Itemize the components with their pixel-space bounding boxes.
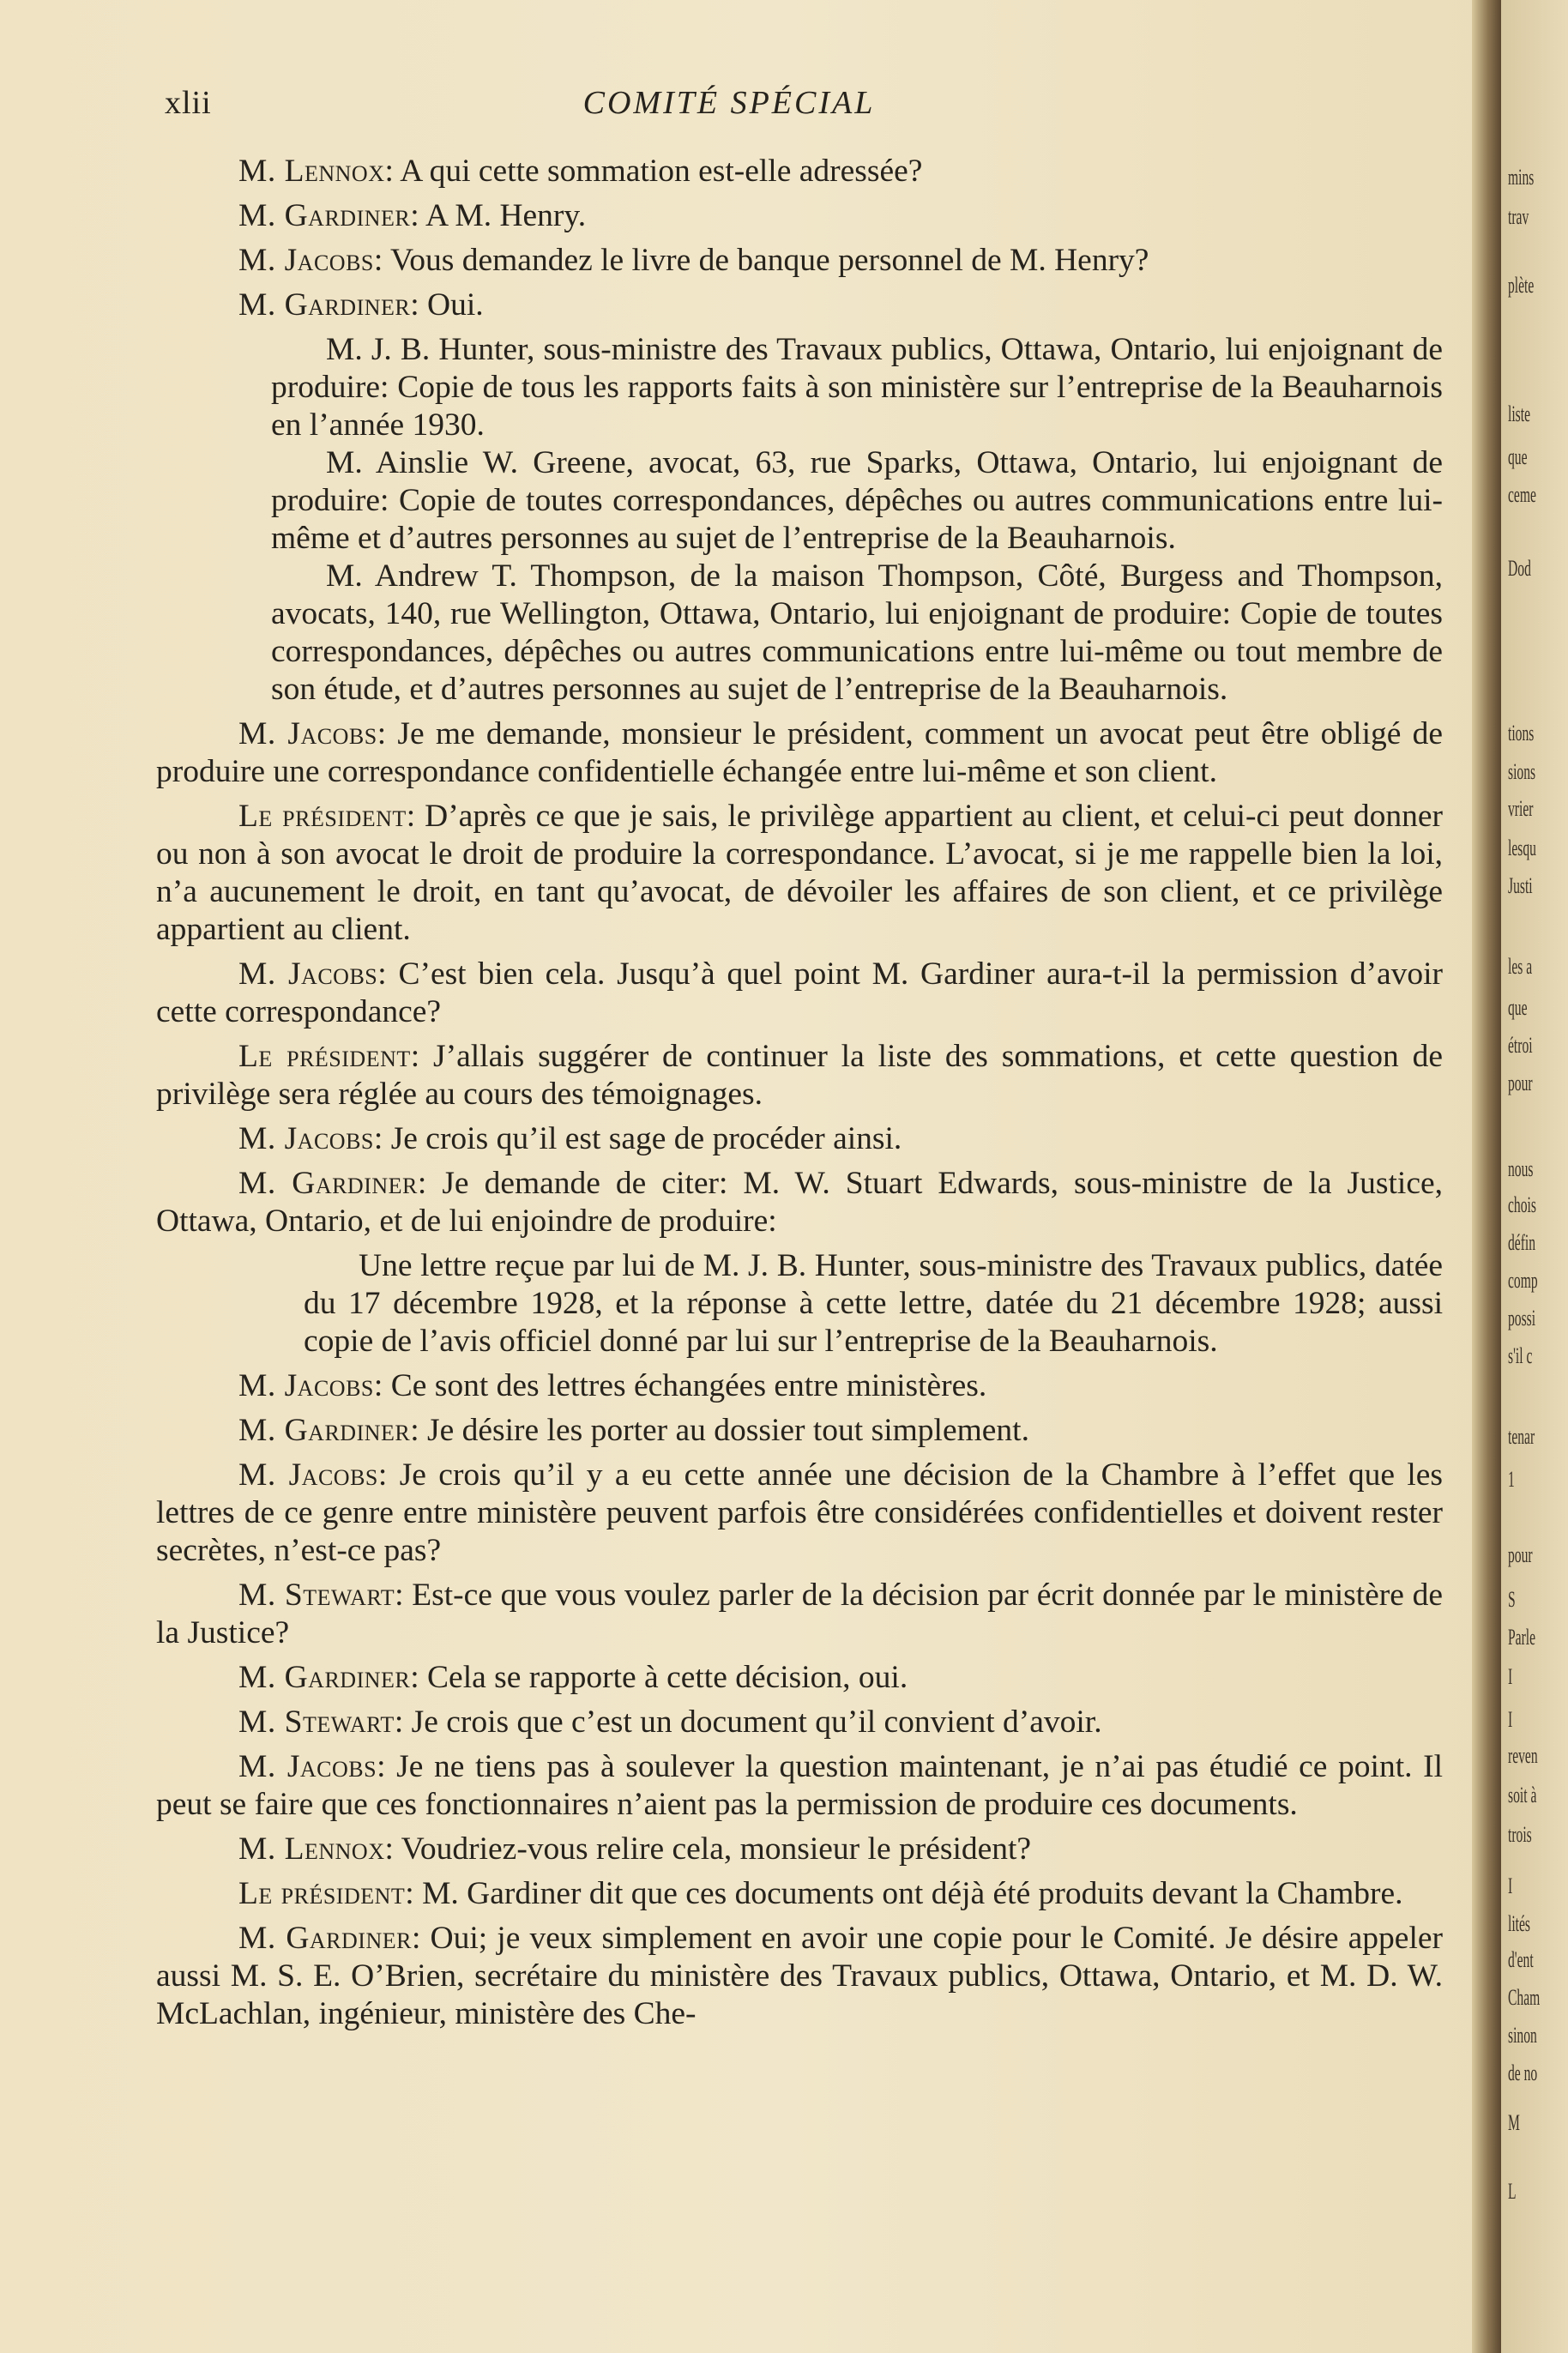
speaker-name: M. Gardiner (238, 1921, 412, 1956)
speaker-name: M. Jacobs (238, 1749, 377, 1784)
speech-paragraph: M. Gardiner: Cela se rapporte à cette décision, oui. (238, 1660, 908, 1695)
facing-page-word: défin (1508, 1230, 1536, 1255)
summons-paragraph (156, 558, 1443, 709)
page-number: xlii (165, 85, 212, 121)
facing-page-word: M (1508, 2110, 1520, 2135)
speaker-name: Le président (238, 799, 407, 834)
facing-page-word: ceme (1508, 482, 1536, 507)
speech-paragraph: M. Lennox: A qui cette sommation est-elle adressée? (238, 154, 923, 189)
facing-page-word: pour (1508, 1071, 1533, 1095)
summons-paragraph (156, 331, 1443, 444)
facing-page-word: I (1508, 1873, 1513, 1898)
facing-page-word: Justi (1508, 873, 1533, 898)
paragraph-text: Je demande de citer: M. W. Stuart Edwards, sous-ministre de la Justice, Ottawa, Ontario, et de lui enjoindre de produire: (156, 1166, 1443, 1239)
paragraph-text: Oui. (427, 287, 484, 323)
facing-page-word: que (1508, 444, 1528, 469)
speaker-name: M. Lennox (238, 154, 385, 189)
facing-page-word: plète (1508, 273, 1535, 298)
speaker-name: M. Lennox (238, 1831, 385, 1867)
speaker-name: M. Jacobs (238, 1121, 374, 1156)
speech-paragraph: M. Lennox: Voudriez-vous relire cela, monsieur le président? (238, 1831, 1032, 1867)
speech-paragraph: M. Stewart: Est-ce que vous voulez parler de la décision par écrit donnée par le ministère de la Justice? (156, 1578, 1444, 1650)
speech-paragraph: M. Gardiner: Je désire les porter au dossier tout simplement. (238, 1413, 1029, 1448)
facing-page-word: s'il c (1508, 1343, 1533, 1368)
paragraph-text: M. Ainslie W. Greene, avocat, 63, rue Sparks, Ottawa, Ontario, lui enjoignant de produire: Copie de toutes correspondances, dépêches ou autres communications entre lui-même et d’autres personnes au sujet de l’entreprise de la Beauharnois. (271, 445, 1443, 556)
speaker-name: M. Stewart (238, 1704, 395, 1740)
speaker-name: M. Gardiner (238, 1413, 411, 1448)
speaker-name: M. Stewart (238, 1578, 395, 1613)
speaker-name: M. Gardiner (238, 1660, 411, 1695)
paragraph-text: Oui; je veux simplement en avoir une copie pour le Comité. Je désire appeler aussi M. S. E. O’Brien, secrétaire du ministère des Travaux publics, Ottawa, Ontario, et M. D. W. McLachlan, ingénieur, ministère des Che- (156, 1921, 1443, 2031)
facing-page-word: nous (1508, 1156, 1534, 1181)
book-gutter (1472, 0, 1501, 2353)
paragraph-text: Je crois que c’est un document qu’il convient d’avoir. (411, 1704, 1102, 1740)
paragraph-text: Est-ce que vous voulez parler de la décision par écrit donnée par le ministère de la Justice? (156, 1578, 1444, 1650)
summons-paragraph (156, 1247, 1443, 1361)
facing-page-word: trois (1508, 1822, 1532, 1847)
facing-page-word: que (1508, 995, 1528, 1020)
speech-paragraph: M. Gardiner: A M. Henry. (238, 198, 587, 233)
running-head: COMITÉ SPÉCIAL (582, 85, 876, 121)
paragraph-text: M. Andrew T. Thompson, de la maison Thompson, Côté, Burgess and Thompson, avocats, 140, rue Wellington, Ottawa, Ontario, lui enjoignant de produire: Copie de toutes correspondances, dépêches ou autres communications entre lui-même ou tout membre de son étude, et d’autres personnes au sujet de l’entreprise de la Beauharnois. (271, 558, 1443, 707)
facing-page-word: sinon (1508, 2023, 1537, 2048)
facing-page-word: L (1508, 2179, 1517, 2204)
facing-page-word: S (1508, 1587, 1516, 1612)
paragraph-text: J’allais suggérer de continuer la liste des sommations, et cette question de privilège sera réglée au cours des témoignages. (156, 1039, 1443, 1112)
speaker-name: M. Gardiner (238, 287, 411, 323)
paragraph-text: Je crois qu’il est sage de procéder ainsi. (390, 1121, 902, 1156)
paragraph-text: Je ne tiens pas à soulever la question maintenant, je n’ai pas étudié ce point. Il peut se faire que ces fonctionnaires n’aient pas la permission de produire ces documents. (156, 1749, 1443, 1822)
facing-page-word: lesqu (1508, 836, 1536, 860)
speech-paragraph: M. Stewart: Je crois que c’est un document qu’il convient d’avoir. (238, 1704, 1102, 1740)
speech-paragraph: M. Jacobs: Je me demande, monsieur le président, comment un avocat peut être obligé de produire une correspondance confidentielle échangée entre lui-même et son client. (156, 716, 1443, 789)
paragraph-text: Voudriez-vous relire cela, monsieur le président? (401, 1831, 1032, 1867)
paragraph-text: Vous demandez le livre de banque personnel de M. Henry? (390, 243, 1149, 278)
paragraph-text: D’après ce que je sais, le privilège appartient au client, et celui-ci peut donner ou non à son avocat le droit de produire la correspondance. L’avocat, si je me rappelle bien la loi, n’a aucunement le droit, en tant qu’avocat, de dévoiler les affaires de son client, et ce privilège appartient au client. (156, 799, 1443, 947)
facing-page-word: tenar (1508, 1424, 1535, 1449)
summons-paragraph (156, 444, 1443, 558)
paragraph-text: C’est bien cela. Jusqu’à quel point M. Gardiner aura-t-il la permission d’avoir cette correspondance? (156, 956, 1443, 1029)
speech-paragraph: M. Jacobs: Ce sont des lettres échangées entre ministères. (238, 1368, 987, 1403)
speech-paragraph: M. Jacobs: Vous demandez le livre de banque personnel de M. Henry? (238, 243, 1149, 278)
facing-page-word: Parle (1508, 1625, 1536, 1650)
speaker-name: M. Jacobs (238, 243, 374, 278)
facing-page-word: lités (1508, 1911, 1531, 1936)
facing-page-word: pour (1508, 1542, 1533, 1567)
facing-page-word: mins (1508, 165, 1535, 190)
facing-page-word: reven (1508, 1743, 1538, 1768)
facing-page-word: comp (1508, 1268, 1538, 1293)
speech-paragraph: M. Gardiner: Oui. (238, 287, 484, 323)
speaker-name: M. Gardiner (238, 1166, 418, 1201)
facing-page-word: sions (1508, 759, 1536, 784)
speaker-name: M. Gardiner (238, 198, 411, 233)
speech-paragraph: M. Jacobs: C’est bien cela. Jusqu’à quel point M. Gardiner aura-t-il la permission d’avoir cette correspondance? (156, 956, 1443, 1029)
paragraph-text: A qui cette sommation est-elle adressée? (400, 154, 923, 189)
facing-page-word: trav (1508, 204, 1529, 229)
facing-page-word: les a (1508, 954, 1533, 979)
facing-page-word: 1 (1508, 1467, 1515, 1492)
speaker-name: M. Jacobs (238, 1457, 378, 1493)
paragraph-text: Ce sont des lettres échangées entre ministères. (390, 1368, 987, 1403)
speech-paragraph: M. Jacobs: Je crois qu’il est sage de procéder ainsi. (238, 1121, 902, 1156)
facing-page-word: liste (1508, 401, 1531, 426)
facing-page-word: Dod (1508, 556, 1531, 581)
speech-paragraph: M. Jacobs: Je crois qu’il y a eu cette année une décision de la Chambre à l’effet que les lettres de ce genre entre ministère peuvent parfois être considérées confidentielles et doivent rester secrètes, n’est-ce pas? (156, 1457, 1443, 1568)
paragraph-text: Je me demande, monsieur le président, comment un avocat peut être obligé de produire une correspondance confidentielle échangée entre lui-même et son client. (156, 716, 1443, 789)
facing-page-word: de no (1508, 2060, 1538, 2085)
speech-paragraph: Le président: D’après ce que je sais, le privilège appartient au client, et celui-ci peut donner ou non à son avocat le droit de produire la correspondance. L’avocat, si je me rappelle bien la loi, n’a aucunement le droit, en tant qu’avocat, de dévoiler les affaires de son client, et ce privilège appartient au client. (156, 799, 1443, 947)
paragraph-text: M. Gardiner dit que ces documents ont déjà été produits devant la Chambre. (422, 1876, 1403, 1911)
speaker-name: M. Jacobs (238, 956, 378, 992)
facing-page-word: Cham (1508, 1985, 1541, 2010)
facing-page-word: I (1508, 1664, 1513, 1689)
facing-page-edge (1501, 0, 1568, 2353)
speech-paragraph: M. Gardiner: Oui; je veux simplement en avoir une copie pour le Comité. Je désire appeler aussi M. S. E. O’Brien, secrétaire du ministère des Travaux publics, Ottawa, Ontario, et M. D. W. McLachlan, ingénieur, ministère des Che- (156, 1921, 1443, 2031)
facing-page-word: soit à (1508, 1783, 1537, 1807)
speech-paragraph: Le président: M. Gardiner dit que ces documents ont déjà été produits devant la Chambre. (238, 1876, 1403, 1911)
facing-page-word: d'ent (1508, 1947, 1534, 1972)
paragraph-text: Je désire les porter au dossier tout simplement. (427, 1413, 1029, 1448)
facing-page-word: I (1508, 1707, 1513, 1732)
speaker-name: M. Jacobs (238, 1368, 374, 1403)
facing-page-word: tions (1508, 721, 1535, 745)
speech-paragraph: Le président: J’allais suggérer de continuer la liste des sommations, et cette question de privilège sera réglée au cours des témoignages. (156, 1039, 1443, 1112)
facing-page-word: possi (1508, 1306, 1536, 1330)
speech-paragraph: M. Jacobs: Je ne tiens pas à soulever la question maintenant, je n’ai pas étudié ce point. Il peut se faire que ces fonctionnaires n’aient pas la permission de produire ces documents. (156, 1749, 1443, 1822)
speaker-name: Le président (238, 1039, 411, 1074)
facing-page-word: étroi (1508, 1033, 1533, 1058)
paragraph-text: A M. Henry. (425, 198, 587, 233)
body-text (156, 153, 1443, 2040)
facing-page-word: chois (1508, 1192, 1536, 1217)
speaker-name: Le président (238, 1876, 406, 1911)
facing-page-word: vrier (1508, 796, 1534, 821)
paragraph-text: Une lettre reçue par lui de M. J. B. Hunter, sous-ministre des Travaux publics, datée du 17 décembre 1928, et la réponse à cette lettre, datée du 21 décembre 1928; aussi copie de l’avis officiel donné par lui sur l’entreprise de la Beauharnois. (304, 1248, 1443, 1359)
paragraph-text: M. J. B. Hunter, sous-ministre des Travaux publics, Ottawa, Ontario, lui enjoignant de produire: Copie de tous les rapports faits à son ministère sur l’entreprise de la Beauharnois en l’année 1930. (271, 332, 1443, 443)
speaker-name: M. Jacobs (238, 716, 377, 751)
paragraph-text: Cela se rapporte à cette décision, oui. (427, 1660, 908, 1695)
speech-paragraph: M. Gardiner: Je demande de citer: M. W. Stuart Edwards, sous-ministre de la Justice, Ottawa, Ontario, et de lui enjoindre de produire: (156, 1166, 1443, 1239)
paragraph-text: Je crois qu’il y a eu cette année une décision de la Chambre à l’effet que les lettres de ce genre entre ministère peuvent parfois être considérées confidentielles et doivent rester secrètes, n’est-ce pas? (156, 1457, 1443, 1568)
